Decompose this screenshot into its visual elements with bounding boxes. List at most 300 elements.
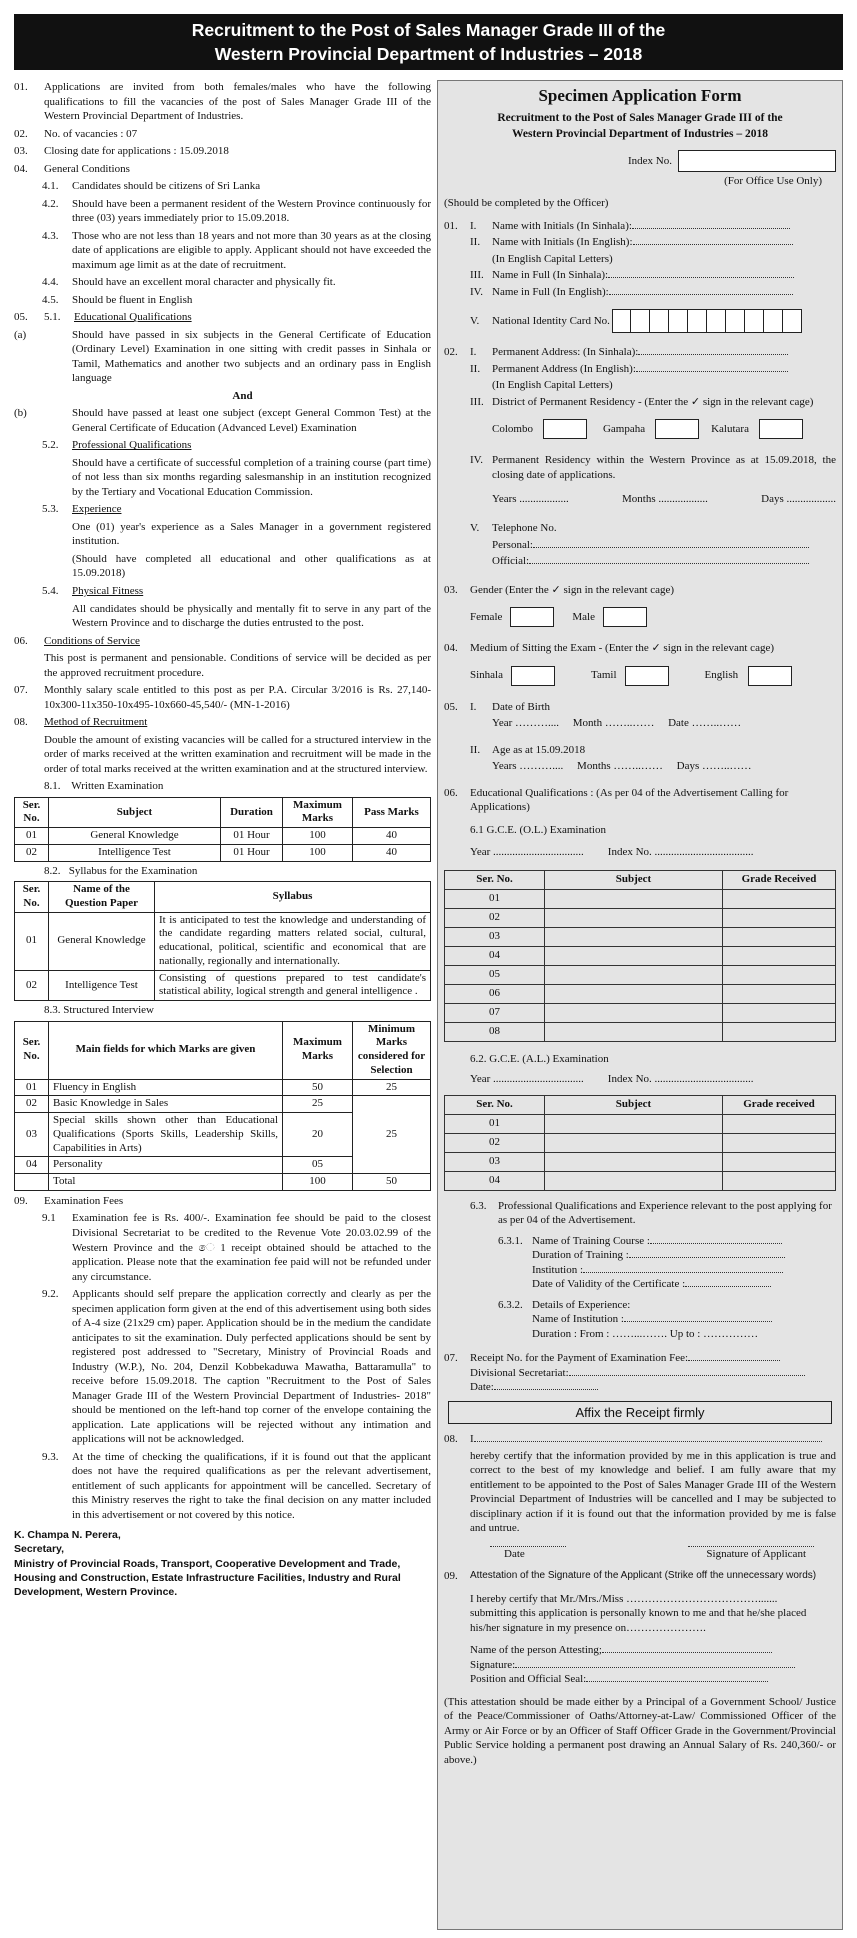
signatory-title: Secretary, <box>14 1543 65 1556</box>
table-header: Maximum Marks <box>283 1021 353 1079</box>
experience-fields <box>444 1298 836 1342</box>
english-checkbox[interactable] <box>748 666 792 686</box>
para-03: Closing date for applications : 15.09.2018 <box>44 145 229 158</box>
ol-results-table <box>444 870 836 1042</box>
condition-4-2: Should have been a permanent resident of the Western Province continuously for three (03) years immediately prior to 15.09.2018. <box>72 197 431 225</box>
table-cell: 08 <box>445 1022 545 1041</box>
conditions-of-service-text: This post is permanent and pensionable. Conditions of service will be decided as per the approved recruitment procedure. <box>44 652 431 679</box>
para-04: General Conditions <box>44 162 130 175</box>
table-cell: 02 <box>445 908 545 927</box>
sub-num: 6.3. <box>470 1199 487 1212</box>
education-instruction: Educational Qualifications : (As per 04 of the Advertisement Calling for Applications) <box>470 786 789 814</box>
table-header: Ser. No. <box>445 870 545 889</box>
table-header: Syllabus <box>155 882 431 913</box>
age-label: Age as at 15.09.2018 <box>492 743 586 756</box>
roman-num: I. <box>470 346 477 359</box>
table-cell: 20 <box>283 1113 353 1157</box>
sub-num: 4.2. <box>42 197 59 210</box>
signature-label: Signature of Applicant <box>706 1547 806 1560</box>
experience-heading: Experience <box>72 503 122 516</box>
table-row[interactable] <box>445 984 836 1003</box>
days-field[interactable]: Days .................. <box>761 493 836 506</box>
table-header: Maximum Marks <box>283 797 353 828</box>
table-cell: 04 <box>445 1171 545 1190</box>
kalutara-checkbox[interactable] <box>759 419 803 439</box>
examination-fees-heading: Examination Fees <box>44 1194 124 1207</box>
grade-cell[interactable] <box>723 1133 836 1152</box>
table-cell: 01 <box>445 889 545 908</box>
table-cell: 05 <box>283 1157 353 1174</box>
subject-cell[interactable] <box>545 908 723 927</box>
method-of-recruitment-text: Double the amount of existing vacancies will be called for a structured interview in the order of marks received at the written examination and recruitment will be made in the order of total marks received at the written examination and at the structured interview. <box>44 733 431 775</box>
table-cell: 100 <box>283 828 353 845</box>
field-note: (In English Capital Letters) <box>492 252 613 265</box>
table-cell: It is anticipated to test the knowledge and understanding of the candidate regarding matters related social, cultural, educational, political, scientific and economical that are nationally, regionally and internationally. <box>155 912 431 970</box>
physical-fitness-heading: Physical Fitness <box>72 584 144 597</box>
para-num: 04. <box>14 162 28 175</box>
sub-num: (b) <box>14 407 27 420</box>
field-label: Position and Official Seal: <box>470 1673 587 1686</box>
table-header: Subject <box>545 1095 723 1114</box>
table-cell: 03 <box>445 1152 545 1171</box>
table-cell: 100 <box>283 844 353 861</box>
sub-num: 9.1 <box>42 1212 56 1225</box>
table-row[interactable] <box>445 1022 836 1041</box>
medium-instruction: Medium of Sitting the Exam - (Enter the ✓ sign in the relevant cage) <box>470 642 774 655</box>
advertisement-column <box>14 80 431 1930</box>
roman-num: I. <box>470 700 477 713</box>
table-cell: 01 Hour <box>221 844 283 861</box>
office-use-note: (For Office Use Only) <box>724 174 822 187</box>
para-num: 07. <box>14 684 28 697</box>
medium-options <box>444 666 836 686</box>
grade-cell[interactable] <box>723 889 836 908</box>
application-form-column <box>437 80 843 1930</box>
name-full-english-field[interactable] <box>492 285 836 300</box>
table-cell: 04 <box>445 946 545 965</box>
experience-text: One (01) year's experience as a Sales Manager in a government registered institution. <box>72 520 431 548</box>
certify-name-field[interactable] <box>470 1432 836 1447</box>
table-row[interactable] <box>445 927 836 946</box>
sub-num: 4.4. <box>42 276 59 289</box>
table-cell: 05 <box>445 965 545 984</box>
colombo-checkbox[interactable] <box>543 419 587 439</box>
and-label: And <box>232 389 253 402</box>
field-label: Name of Institution : <box>532 1313 624 1326</box>
roman-num: I. <box>470 219 477 232</box>
sub-num: 5.3. <box>42 503 59 516</box>
table-cell: 50 <box>283 1079 353 1096</box>
grade-cell[interactable] <box>723 1003 836 1022</box>
receipt-date-field[interactable] <box>470 1380 836 1395</box>
section-num: 02. <box>444 346 458 359</box>
sub-num: 4.3. <box>42 229 59 242</box>
table-row <box>15 1096 431 1113</box>
sinhala-checkbox[interactable] <box>511 666 555 686</box>
table-row <box>15 828 431 845</box>
officer-note: (Should be completed by the Officer) <box>444 197 609 210</box>
table-header: Minimum Marks considered for Selection <box>353 1021 431 1079</box>
table-cell: 03 <box>15 1113 49 1157</box>
ol-heading: 6.1 G.C.E. (O.L.) Examination <box>470 823 606 836</box>
table-cell: 04 <box>15 1157 49 1174</box>
affix-receipt-box: Affix the Receipt firmly <box>448 1401 832 1424</box>
grade-cell[interactable] <box>723 1152 836 1171</box>
header-line-1: Recruitment to the Post of Sales Manager Grade III of the <box>191 20 666 40</box>
para-01: Applications are invited from both females/males who have the following qualifications to fill the vacancies of the post of Sales Manager Grade III of the Western Provincial Department of Industries. <box>44 81 431 123</box>
subject-cell[interactable] <box>545 1114 723 1133</box>
para-num: 09. <box>14 1194 28 1207</box>
option-label: Tamil <box>591 669 617 682</box>
grade-cell[interactable] <box>723 984 836 1003</box>
nic-boxes[interactable] <box>612 309 802 333</box>
tamil-checkbox[interactable] <box>625 666 669 686</box>
form-subtitle-2: Western Provincial Department of Industries – 2018 <box>512 127 768 140</box>
male-checkbox[interactable] <box>603 607 647 627</box>
district-instruction: District of Permanent Residency - (Enter the ✓ sign in the relevant cage) <box>492 395 814 408</box>
table-cell: 25 <box>353 1096 431 1174</box>
physical-fitness-text: All candidates should be physically and mentally fit to serve in any part of the Western Province and to discharge the duties entrusted to the post. <box>72 602 431 630</box>
table-cell: Intelligence Test <box>49 844 221 861</box>
female-checkbox[interactable] <box>510 607 554 627</box>
roman-num: III. <box>470 395 484 408</box>
table-row <box>15 1079 431 1096</box>
residency-duration-fields[interactable] <box>444 492 836 507</box>
subject-cell[interactable] <box>545 889 723 908</box>
table-header: Duration <box>221 797 283 828</box>
months-field[interactable]: Months .................. <box>622 493 708 506</box>
table-row[interactable] <box>445 1171 836 1190</box>
table-row[interactable] <box>445 908 836 927</box>
condition-4-1: Candidates should be citizens of Sri Lanka <box>72 180 261 193</box>
table-cell: Personality <box>49 1157 283 1174</box>
table-cell: General Knowledge <box>49 912 155 970</box>
al-results-table <box>444 1095 836 1191</box>
table-header: Subject <box>545 870 723 889</box>
table-cell: 01 <box>445 1114 545 1133</box>
structured-interview-table <box>14 1021 431 1191</box>
table-cell: 40 <box>353 828 431 845</box>
field-label: Name in Full (In Sinhala): <box>492 269 609 282</box>
option-label: Gampaha <box>602 423 646 436</box>
table-cell: Total <box>49 1174 283 1191</box>
subject-cell[interactable] <box>545 1003 723 1022</box>
table-header: Ser. No. <box>15 797 49 828</box>
option-label: Kalutara <box>711 423 749 436</box>
fee-9-2: Applicants should self prepare the application correctly and clearly as per the specimen application form given at the end of this advertisement using both sides of A-4 size (21x29 cm) paper. Application should be in the medium the candidate anticipates to sit the examination. Duly perfected applications should be sent by registered post addressed to "Secretary, Ministry of Provincial Roads and Industry (W.P.), No. 204, Denzil Kobbekaduwa Mawatha, Battaramulla" to receive before 15.09.2018. The caption "Recruitment to the Post of Sales Manager Grade III of the Western Provincial Department of Industries- 2018" should be mentioned on the left-hand top corner of the envelope containing the application. Late applications will be rejected without any intimation and applications will not be acknowledged. <box>72 1288 431 1446</box>
field-label: Name in Full (In English): <box>492 285 609 298</box>
attestor-fields <box>444 1643 836 1687</box>
professional-instruction: Professional Qualifications and Experience relevant to the post applying for as per 04 of the Advertisement. <box>498 1199 832 1227</box>
field-label: National Identity Card No. <box>492 315 610 328</box>
para-num: 08. <box>14 716 28 729</box>
field-label: Name with Initials (In English): <box>492 236 633 249</box>
training-fields <box>444 1234 836 1292</box>
subject-cell[interactable] <box>545 1022 723 1041</box>
field-label: Name with Initials (In Sinhala): <box>492 219 632 232</box>
index-no-box[interactable] <box>678 150 836 172</box>
table-cell: Basic Knowledge in Sales <box>49 1096 283 1113</box>
table-cell: Intelligence Test <box>49 970 155 1001</box>
gender-instruction: Gender (Enter the ✓ sign in the relevant cage) <box>470 583 675 596</box>
table-header: Ser. No. <box>445 1095 545 1114</box>
attestor-signature-field[interactable] <box>470 1658 836 1673</box>
field-label: Official: <box>492 555 530 568</box>
name-full-sinhala-field[interactable] <box>492 268 836 283</box>
attestor-seal-field[interactable] <box>470 1672 836 1687</box>
sub-num: 9.2. <box>42 1288 59 1301</box>
field-label: Date: <box>470 1381 494 1394</box>
salary-scale: Monthly salary scale entitled to this post as per P.A. Circular 3/2016 is Rs. 27,140-10x300-11x350-10x495-10x660-45,540/- (MN-1-2016) <box>44 684 431 711</box>
certificate-validity-field[interactable] <box>532 1277 836 1292</box>
grade-cell[interactable] <box>723 946 836 965</box>
attestation-note: (This attestation should be made either by a Principal of a Government School/ Justice of the Peace/Commissioner of Oaths/Attorney-at-Law/ Commissioned Officer of the Army or Air Force or by an Officer of Staff Officer Grade in the Government/Provincial Public Service holding a permanent post drawing an Annual Salary of Rs. 240,360/- or above.) <box>444 1695 836 1766</box>
grade-cell[interactable] <box>723 965 836 984</box>
years-field[interactable]: Years .................. <box>492 493 569 506</box>
option-label: English <box>704 669 739 682</box>
table-cell: General Knowledge <box>49 828 221 845</box>
roman-num: IV. <box>470 454 483 467</box>
subject-cell[interactable] <box>545 1171 723 1190</box>
certification-text: hereby certify that the information provided by me in this application is true and correct to the best of my knowledge and belief. I am fully aware that my entitlement to be appointed to the Post of Sales Manager Grade III of the Western Provincial Department of Industries will be cancelled and I may be subjected to disciplinary action if it is found out that the information provided by me is false and untrue. <box>470 1449 836 1535</box>
professional-qualifications-text: Should have a certificate of successful completion of a training course (part time) of not less than six months regarding salesmanship in an institution recognized by the Tertiary and Vocational Education Commission. <box>72 456 431 498</box>
grade-cell[interactable] <box>723 927 836 946</box>
table-header: Main fields for which Marks are given <box>49 1021 283 1079</box>
table-row[interactable] <box>445 889 836 908</box>
subject-cell[interactable] <box>545 1152 723 1171</box>
institution-field[interactable] <box>532 1263 836 1278</box>
table-row[interactable] <box>445 965 836 984</box>
table-row <box>15 844 431 861</box>
table-row[interactable] <box>445 946 836 965</box>
subject-cell[interactable] <box>545 946 723 965</box>
table-cell: 01 <box>15 912 49 970</box>
table-cell: 02 <box>445 1133 545 1152</box>
dob-label: Date of Birth <box>492 700 551 713</box>
page-header <box>14 14 843 70</box>
field-label: I <box>470 1433 474 1446</box>
al-index-field[interactable]: Index No. .................................... <box>607 1073 754 1086</box>
sub-num: 4.1. <box>42 180 59 193</box>
table-row[interactable] <box>445 1003 836 1022</box>
table-cell: Consisting of questions prepared to test candidate's statistical ability, logical strength and general intelligence . <box>155 970 431 1001</box>
table-cell: 100 <box>283 1174 353 1191</box>
gampaha-checkbox[interactable] <box>655 419 699 439</box>
address-sinhala-field[interactable] <box>492 345 836 360</box>
sub-num: 5.2. <box>42 439 59 452</box>
table-row[interactable] <box>445 1152 836 1171</box>
conditions-of-service-heading: Conditions of Service <box>44 634 140 647</box>
roman-num: III. <box>470 269 484 282</box>
signature-block <box>14 1528 431 1599</box>
signatory-org: Ministry of Provincial Roads, Transport, Cooperative Development and Trade, Housing and Construction, Estate Infrastructure Facilities, Industry and Rural Development, Western Province. <box>14 1557 401 1598</box>
table-header: Ser. No. <box>15 882 49 913</box>
district-options <box>444 419 836 439</box>
divisional-secretariat-field[interactable] <box>470 1366 836 1381</box>
field-label: Date of Validity of the Certificate : <box>532 1278 686 1291</box>
condition-4-5: Should be fluent in English <box>72 293 193 306</box>
field-label: Personal: <box>492 538 533 551</box>
table-cell: 01 <box>15 1079 49 1096</box>
age-fields[interactable]: Years ……….... Months ……..…… Days ……..…… <box>492 760 752 773</box>
syllabus-heading: 8.2. Syllabus for the Examination <box>44 864 198 877</box>
table-cell: 02 <box>15 970 49 1001</box>
subject-cell[interactable] <box>545 1133 723 1152</box>
table-row <box>15 970 431 1001</box>
training-duration-field[interactable] <box>532 1248 836 1263</box>
roman-num: II. <box>470 362 481 375</box>
table-cell: 01 <box>15 828 49 845</box>
syllabus-table <box>14 881 431 1001</box>
table-cell: 06 <box>445 984 545 1003</box>
address-english-field[interactable] <box>492 362 836 377</box>
table-row <box>15 912 431 970</box>
sub-num: 5.1. <box>44 311 61 324</box>
signatory-name: K. Champa N. Perera, <box>14 1529 121 1542</box>
grade-cell[interactable] <box>723 1171 836 1190</box>
section-num: 04. <box>444 642 458 655</box>
para-02: No. of vacancies : 07 <box>44 127 138 140</box>
subject-cell[interactable] <box>545 984 723 1003</box>
training-course-field[interactable] <box>532 1234 836 1249</box>
grade-cell[interactable] <box>723 1114 836 1133</box>
grade-cell[interactable] <box>723 1022 836 1041</box>
field-label: Receipt No. for the Payment of Examination Fee: <box>470 1352 689 1365</box>
professional-qualifications-heading: Professional Qualifications <box>72 439 192 452</box>
sub-num: 5.4. <box>42 584 59 597</box>
experience-institution-field[interactable] <box>532 1312 836 1327</box>
field-label: Institution : <box>532 1263 584 1276</box>
field-label: Divisional Secretariat: <box>470 1366 569 1379</box>
table-header: Grade received <box>723 1095 836 1114</box>
table-cell: 02 <box>15 1096 49 1113</box>
sub-num: 6.3.2. <box>498 1298 523 1311</box>
section-num: 05. <box>444 700 458 713</box>
subject-cell[interactable] <box>545 965 723 984</box>
sub-num: 9.3. <box>42 1450 59 1463</box>
form-subtitle-1: Recruitment to the Post of Sales Manager Grade III of the <box>497 112 783 125</box>
section-num: 01. <box>444 219 458 232</box>
table-row[interactable] <box>445 1114 836 1133</box>
table-cell: 03 <box>445 927 545 946</box>
educational-qualifications-heading: Educational Qualifications <box>74 311 192 324</box>
al-heading: 6.2. G.C.E. (A.L.) Examination <box>470 1052 609 1065</box>
al-year-index <box>444 1072 836 1087</box>
telephone-label: Telephone No. <box>492 522 557 534</box>
attestor-name-field[interactable] <box>470 1643 836 1658</box>
table-cell: 40 <box>353 844 431 861</box>
section-num: 03. <box>444 583 458 596</box>
option-label: Female <box>470 610 503 623</box>
dob-fields[interactable]: Year ……….... Month ……..…… Date ……..…… <box>492 717 742 730</box>
phone-personal-field[interactable] <box>492 538 836 553</box>
table-header: Pass Marks <box>353 797 431 828</box>
ol-year-index <box>444 845 836 860</box>
table-row[interactable] <box>445 1133 836 1152</box>
roman-num: II. <box>470 743 481 756</box>
field-label: Name of the person Attesting; <box>470 1644 602 1657</box>
table-header: Ser. No. <box>15 1021 49 1079</box>
grade-cell[interactable] <box>723 908 836 927</box>
structured-interview-heading: 8.3. Structured Interview <box>44 1004 154 1017</box>
attestation-line-2: submitting this application is personally known to me and that he/she placed his/her signature in my presence on…………………. <box>470 1607 807 1634</box>
table-cell: Special skills shown other than Educational Qualifications (Sports Skills, Leadership Skills, Capabilities in Arts) <box>49 1113 283 1157</box>
date-line[interactable] <box>490 1546 566 1547</box>
table-cell: 25 <box>283 1096 353 1113</box>
table-cell: 02 <box>15 844 49 861</box>
sub-num: 4.5. <box>42 293 59 306</box>
experience-duration-field[interactable]: Duration : From : ……...……. Up to : …………… <box>532 1327 759 1340</box>
table-cell <box>15 1174 49 1191</box>
sign-labels <box>444 1547 836 1562</box>
para-num: 06. <box>14 634 28 647</box>
professional-section <box>444 1199 836 1228</box>
receipt-no-field[interactable] <box>470 1351 836 1366</box>
table-header: Subject <box>49 797 221 828</box>
name-initials-sinhala-field[interactable] <box>492 219 836 234</box>
condition-4-4: Should have an excellent moral character and physically fit. <box>72 276 336 289</box>
field-label: Details of Experience: <box>532 1298 631 1311</box>
subject-cell[interactable] <box>545 927 723 946</box>
al-year-field[interactable]: Year ................................. <box>470 1073 584 1086</box>
name-initials-english-field[interactable] <box>492 235 836 250</box>
table-row <box>15 1174 431 1191</box>
field-label: Duration of Training : <box>532 1249 629 1262</box>
index-no-label: Index No. <box>628 154 672 167</box>
fee-9-3: At the time of checking the qualifications, if it is found out that the applicant does not have the required qualifications as per the relevant advertisement, entitlement of such applicants for appointment will be cancelled. Secretary of this Ministry reserves the right to take the final decision on any matter included in this advertisement or not covered by this notice. <box>72 1450 431 1521</box>
field-label: Permanent Address: (In Sinhala): <box>492 346 639 359</box>
section-num: 08. <box>444 1433 458 1446</box>
section-num: 09. <box>444 1570 458 1583</box>
sub-num: 6.3.1. <box>498 1234 523 1247</box>
option-label: Colombo <box>492 423 533 436</box>
roman-num: IV. <box>470 285 483 298</box>
para-num: 01. <box>14 81 28 93</box>
table-cell: Fluency in English <box>49 1079 283 1096</box>
table-cell: 07 <box>445 1003 545 1022</box>
ol-index-field[interactable]: Index No. .................................... <box>607 846 754 859</box>
attestation-line-1[interactable]: I hereby certify that Mr./Mrs./Miss ………………………………....... <box>470 1592 778 1605</box>
option-label: Sinhala <box>470 669 503 682</box>
header-line-2: Western Provincial Department of Industries – 2018 <box>214 44 643 64</box>
gender-options <box>444 607 836 627</box>
field-label: Permanent Address (In English): <box>492 362 636 375</box>
ol-year-field[interactable]: Year ................................. <box>470 846 584 859</box>
table-cell: 01 Hour <box>221 828 283 845</box>
table-header: Grade Received <box>723 870 836 889</box>
sub-num: (a) <box>14 328 27 341</box>
table-cell: 50 <box>353 1174 431 1191</box>
qualification-b: Should have passed at least one subject (except General Common Test) at the General Certificate of Education (Advanced Level) Examination <box>72 407 431 434</box>
field-note: (In English Capital Letters) <box>492 379 613 392</box>
field-label: Name of Training Course : <box>532 1234 650 1247</box>
residency-instruction: Permanent Residency within the Western Province as at 15.09.2018, the closing date of applications. <box>492 454 836 481</box>
written-exam-table <box>14 797 431 862</box>
table-cell: 25 <box>353 1079 431 1096</box>
fee-9-1: Examination fee is Rs. 400/-. Examination fee should be paid to the closest Divisional Secretariat to be credited to the Revenue Vote 20.03.02.99 of the Western Province and the ෙ 1 receipt obtained should be attached to the application. Please note that the examination fee paid will not be refunded under any circumstance. <box>72 1212 431 1283</box>
attestation-heading: Attestation of the Signature of the Applicant (Strike off the unnecessary words) <box>470 1570 817 1582</box>
form-title: Specimen Application Form <box>538 86 742 105</box>
section-num: 06. <box>444 786 458 799</box>
roman-num: II. <box>470 236 481 249</box>
roman-num: V. <box>470 522 480 534</box>
roman-num: V. <box>470 315 480 328</box>
qualification-a: Should have passed in six subjects in the General Certificate of Education (Ordinary Level) Examination in one sitting with credit passes in Sinhala or Tamil, Mathematics and another two subjects and an ordinary pass in English language <box>72 328 431 385</box>
section-num: 07. <box>444 1352 458 1365</box>
date-label: Date <box>504 1547 525 1560</box>
written-exam-heading: 8.1. Written Examination <box>44 780 164 793</box>
phone-official-field[interactable] <box>492 554 836 569</box>
